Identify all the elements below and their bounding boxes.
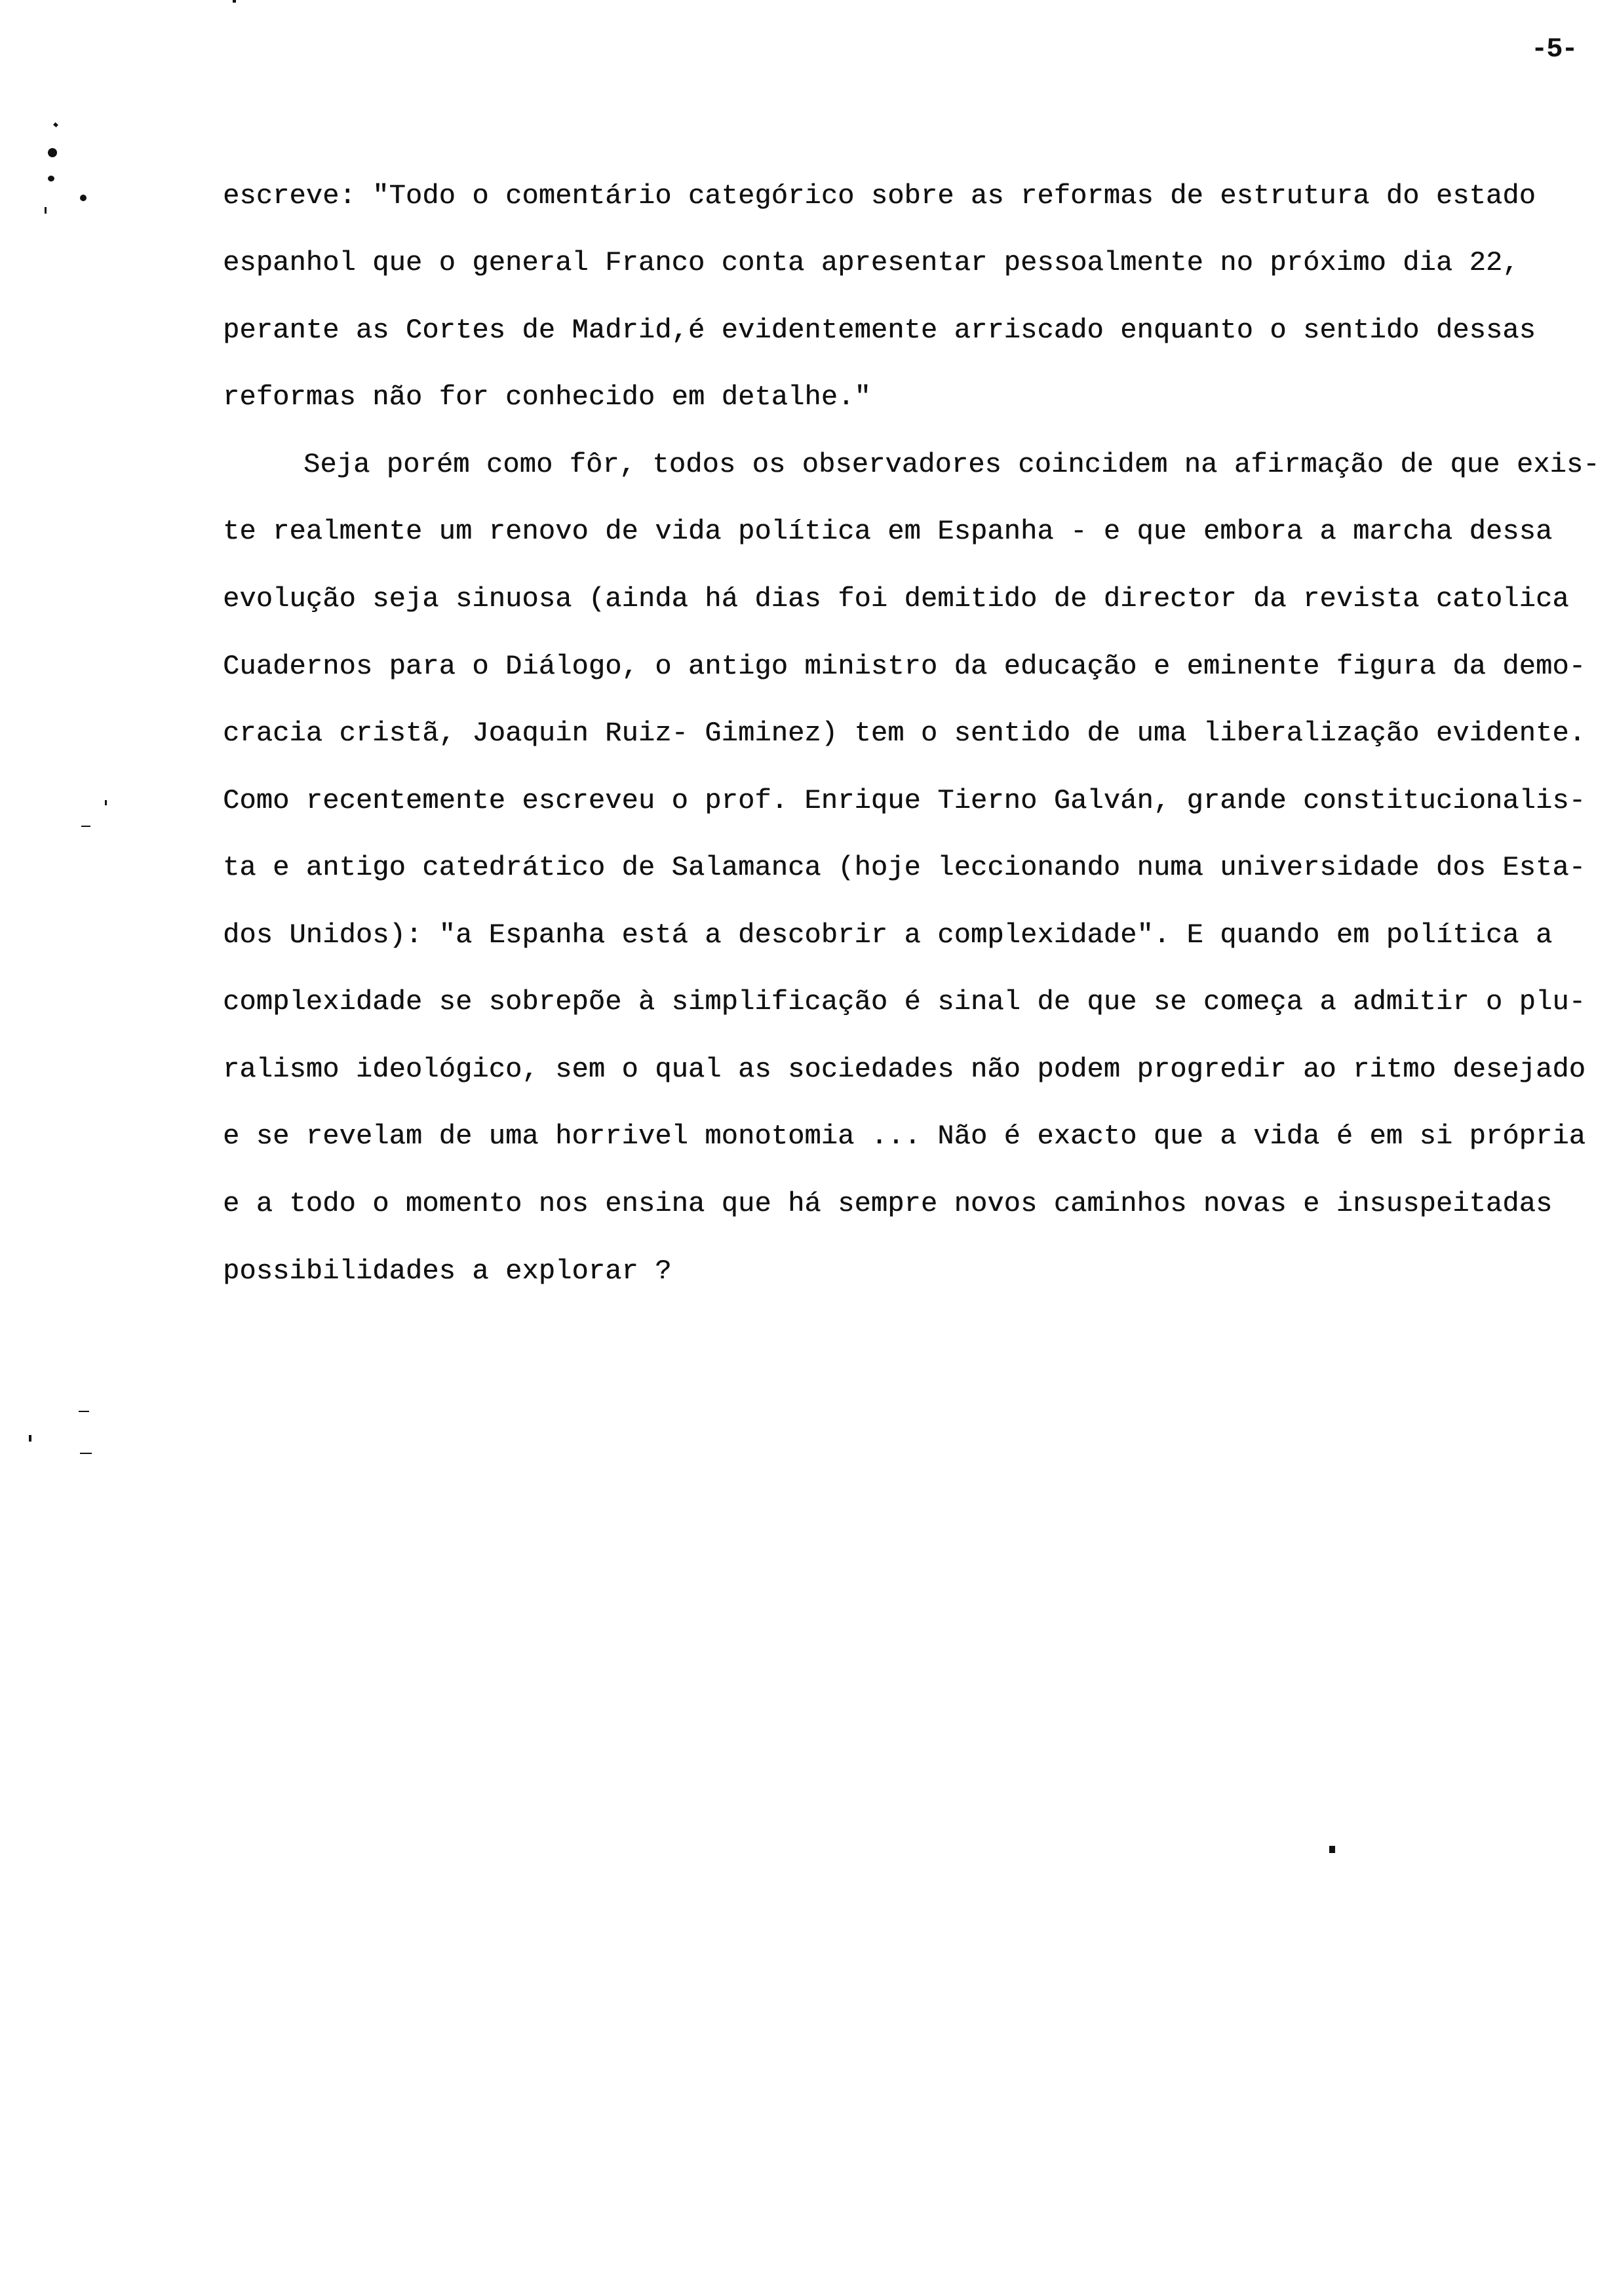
margin-dot [48,148,57,157]
margin-speck [45,207,47,214]
text-line: ta e antigo catedrático de Salamanca (hoje leccionando numa universidade dos Esta- [223,852,1586,883]
text-line: Cuadernos para o Diálogo, o antigo ministro da educação e eminente figura da demo- [223,651,1586,682]
text-line: dos Unidos): "a Espanha está a descobrir a complexidade". E quando em política a [223,919,1553,951]
margin-speck [29,1435,31,1442]
text-line: Seja porém como fôr, todos os observadores coincidem na afirmação de que exis- [303,449,1600,480]
text-line: Como recentemente escreveu o prof. Enrique Tierno Galván, grande constitucionalis- [223,785,1586,816]
margin-dot [48,176,54,182]
margin-dot [80,195,87,201]
text-line: espanhol que o general Franco conta apresentar pessoalmente no próximo dia 22, [223,247,1519,278]
margin-speck [53,123,58,128]
text-line: e se revelam de uma horrivel monotomia ... Não é exacto que a vida é em si própria [223,1120,1586,1152]
margin-speck [233,0,236,3]
page-number: -5- [1531,33,1577,65]
text-line: te realmente um renovo de vida política em Espanha - e que embora a marcha dessa [223,516,1553,547]
text-line: cracia cristã, Joaquin Ruiz- Giminez) tem o sentido de uma liberalização evidente. [223,718,1586,749]
text-line: evolução seja sinuosa (ainda há dias foi demitido de director da revista catolica [223,583,1569,615]
text-line: e a todo o momento nos ensina que há sempre novos caminhos novas e insuspeitadas [223,1188,1553,1219]
text-line: perante as Cortes de Madrid,é evidentemente arriscado enquanto o sentido dessas [223,315,1536,346]
text-line: ralismo ideológico, sem o qual as sociedades não podem progredir ao ritmo desejado [223,1054,1586,1085]
text-line: escreve: "Todo o comentário categórico sobre as reformas de estrutura do estado [223,180,1536,212]
margin-speck [79,1411,89,1412]
text-line: complexidade se sobrepõe à simplificação é sinal de que se começa a admitir o plu- [223,986,1586,1018]
text-line: reformas não for conhecido em detalhe." [223,381,871,413]
text-line: possibilidades a explorar ? [223,1255,672,1287]
margin-speck [1329,1846,1335,1853]
margin-speck [81,826,90,827]
margin-speck [105,800,107,805]
margin-speck [80,1453,92,1454]
